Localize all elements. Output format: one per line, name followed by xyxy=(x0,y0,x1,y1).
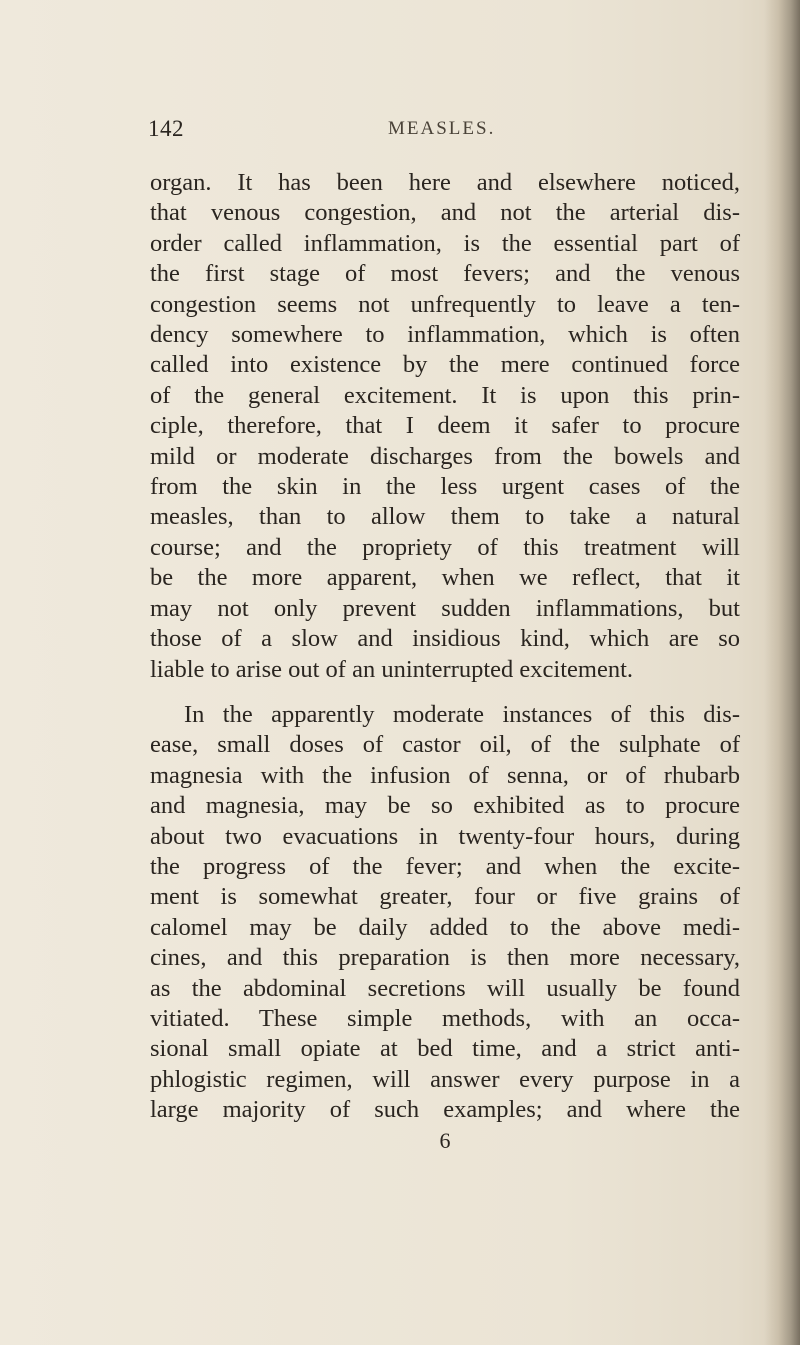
text-line: calomel may be daily added to the above medi- xyxy=(150,913,740,941)
text-line: vitiated. These simple methods, with an occa- xyxy=(150,1005,740,1033)
text-line: ment is somewhat greater, four or five grains of xyxy=(150,883,740,911)
text-line: course; and the propriety of this treatment will xyxy=(150,533,740,561)
running-head: MEASLES. xyxy=(388,118,496,139)
text-line: the first stage of most fevers; and the venous xyxy=(150,260,740,288)
text-line: congestion seems not unfrequently to leave a ten- xyxy=(150,290,740,318)
page-header xyxy=(148,116,708,146)
text-line: that venous congestion, and not the arterial dis- xyxy=(150,199,740,227)
text-line: and magnesia, may be so exhibited as to procure xyxy=(150,792,740,820)
text-line: from the skin in the less urgent cases of the xyxy=(150,473,740,501)
text-line: be the more apparent, when we reflect, that it xyxy=(150,564,740,592)
text-line: liable to arise out of an uninterrupted excitement. xyxy=(150,655,634,683)
text-line: organ. It has been here and elsewhere noticed, xyxy=(150,169,740,196)
text-line: measles, than to allow them to take a natural xyxy=(150,503,740,531)
text-line: may not only prevent sudden inflammations, but xyxy=(150,594,740,622)
page-gutter-shadow xyxy=(764,0,800,1345)
text-line: mild or moderate discharges from the bowels and xyxy=(150,442,740,470)
text-line: those of a slow and insidious kind, which are so xyxy=(150,625,740,653)
text-line: of the general excitement. It is upon this prin- xyxy=(150,381,740,409)
text-line: dency somewhere to inflammation, which is often xyxy=(150,321,740,349)
text-line: cines, and this preparation is then more necessary, xyxy=(150,944,740,972)
text-line: the progress of the fever; and when the excite- xyxy=(150,853,740,881)
text-line: about two evacuations in twenty-four hours, during xyxy=(150,822,740,850)
text-line: In the apparently moderate instances of this dis- xyxy=(184,701,740,728)
text-line: order called inflammation, is the essential part of xyxy=(150,229,740,257)
paragraph-1 xyxy=(150,168,740,685)
text-line: as the abdominal secretions will usually be found xyxy=(150,974,740,1002)
signature-mark: 6 xyxy=(439,1127,451,1153)
text-line: ease, small doses of castor oil, of the sulphate of xyxy=(150,731,740,759)
page-number: 142 xyxy=(148,116,184,141)
text-line: sional small opiate at bed time, and a strict anti- xyxy=(150,1035,740,1063)
text-line: phlogistic regimen, will answer every purpose in a xyxy=(150,1065,740,1093)
paragraph-2 xyxy=(150,700,740,1153)
text-line: called into existence by the mere continued force xyxy=(150,351,740,379)
text-line: large majority of such examples; and where the xyxy=(150,1096,740,1124)
text-line: ciple, therefore, that I deem it safer to procure xyxy=(150,412,740,440)
text-line: magnesia with the infusion of senna, or of rhubarb xyxy=(150,761,740,789)
